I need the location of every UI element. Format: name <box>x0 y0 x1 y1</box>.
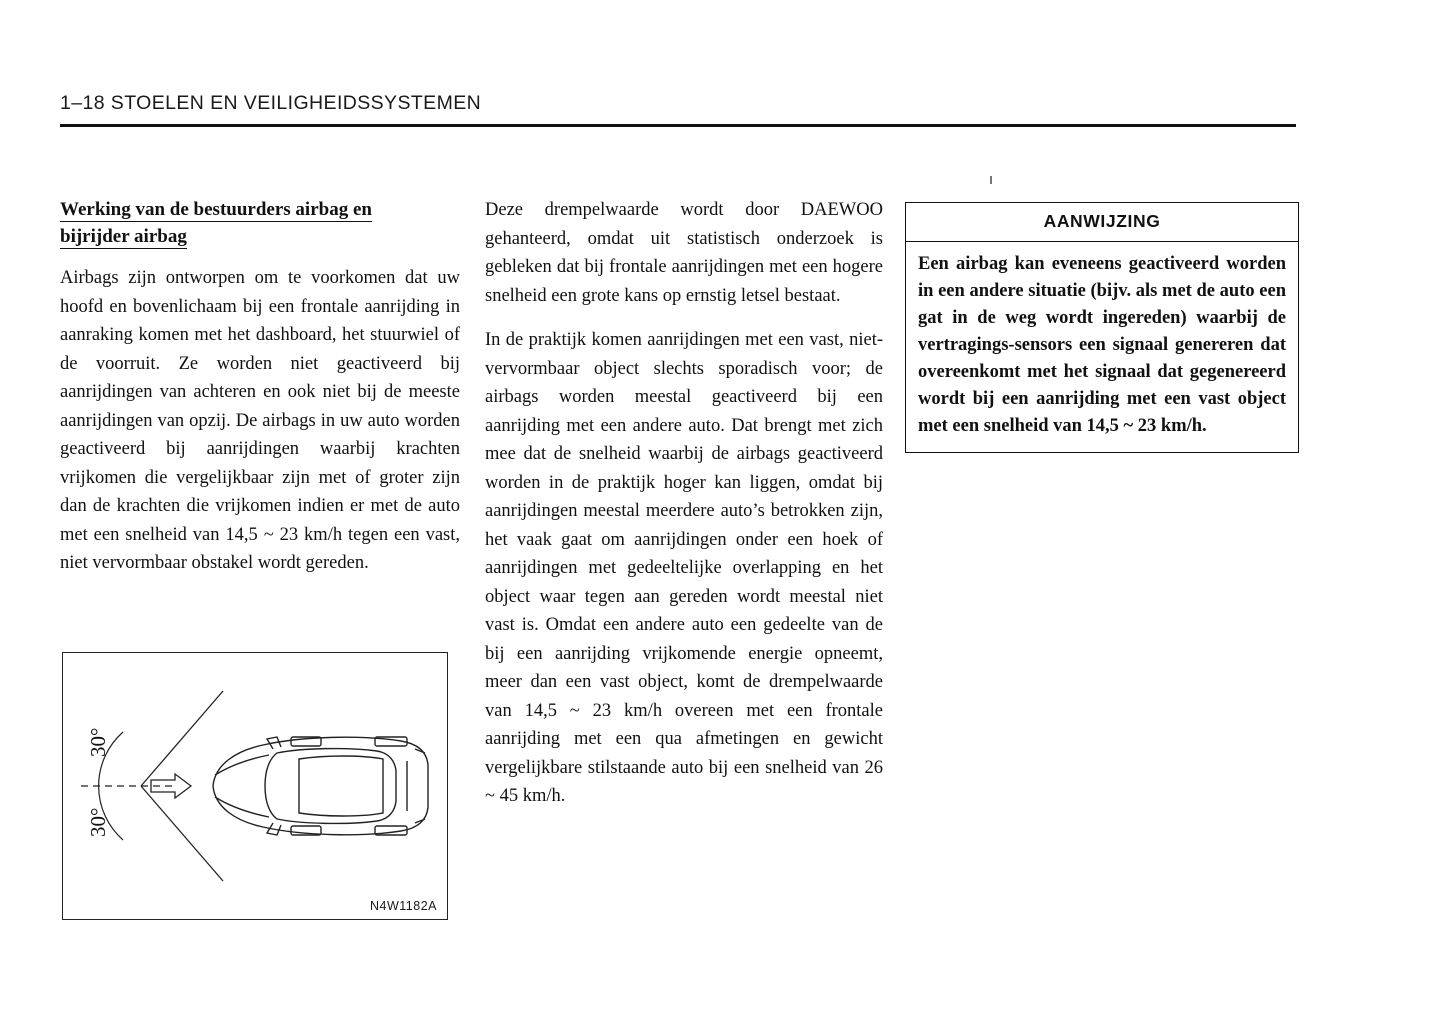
registration-tick-mark <box>990 176 992 184</box>
middle-column <box>485 196 883 811</box>
left-column-paragraph: Airbags zijn ontworpen om te voorkomen dat uw hoofd en bovenlichaam bij een frontale aanrijding in aanraking komen met het dashboard, het stuurwiel of de voorruit. Ze worden niet geactiveerd bij aanrijdingen van achteren en ook niet bij de meeste aanrijdingen van opzij. De airbags in uw auto worden geactiveerd bij aanrijdingen waarbij krachten vrijkomen die vergelijkbaar zijn met of groter zijn dan de krachten die vrijkomen indien er met de auto met een snelheid van 14,5 ~ 23 km/h tegen een vast, niet vervormbaar obstakel wordt gereden. <box>60 268 460 573</box>
note-box-text: Een airbag kan eveneens geactiveerd worden in een andere situatie (bijv. als met de auto een gat in de weg wordt ingereden) waarbij de vertragings-sensors een signaal genereren dat overeenkomt met het signaal dat gegenereerd wordt bij een aanrijding met een vast object met een snelheid van 14,5 ~ 23 km/h. <box>918 254 1286 436</box>
middle-column-paragraph-2: In de praktijk komen aanrijdingen met een vast, niet-vervormbaar object slechts sporadisch voor; de airbags worden meestal geactiveerd bij een aanrijding met een andere auto. Dat brengt met zich mee dat de snelheid waarbij de airbags geactiveerd worden in de praktijk hoger kan liggen, omdat bij aanrijdingen meestal meerdere auto’s betrokken zijn, het vaak gaat om aanrijdingen onder een hoek of aanrijdingen met gedeeltelijke overlapping en het object waar tegen aan gereden wordt meestal niet vast is. Omdat een andere auto een gedeelte van de bij een aanrijding vrijkomende energie opneemt, meer dan een vast object, komt de drempelwaarde van 14,5 ~ 23 km/h overeen met een frontale aanrijding met een qua afmetingen en gewicht vergelijkbare stilstaande auto bij een snelheid van 26 ~ 45 km/h. <box>485 330 883 806</box>
figure-illustration <box>63 653 447 919</box>
header-divider <box>60 124 1296 127</box>
section-heading <box>60 196 460 250</box>
left-column <box>60 196 460 578</box>
airbag-detection-angle-figure <box>62 652 448 920</box>
note-box-title: AANWIJZING <box>906 203 1298 242</box>
middle-column-paragraph-1: Deze drempelwaarde wordt door DAEWOO gehanteerd, omdat uit statistisch onderzoek is gebleken dat bij frontale aanrijdingen met een hogere snelheid een grote kans op ernstig letsel bestaat. <box>485 200 883 306</box>
page-title: 1–18 STOELEN EN VEILIGHEIDSSYSTEMEN <box>60 92 482 114</box>
note-box <box>905 202 1299 453</box>
section-heading-line-2: bijrijder airbag <box>60 226 187 247</box>
figure-caption: N4W1182A <box>370 899 437 913</box>
page-header <box>60 92 1300 115</box>
figure-angle-lower-label: 30° <box>86 807 110 837</box>
section-heading-line-1: Werking van de bestuurders airbag en <box>60 199 372 220</box>
figure-angle-upper-label: 30° <box>86 727 110 757</box>
